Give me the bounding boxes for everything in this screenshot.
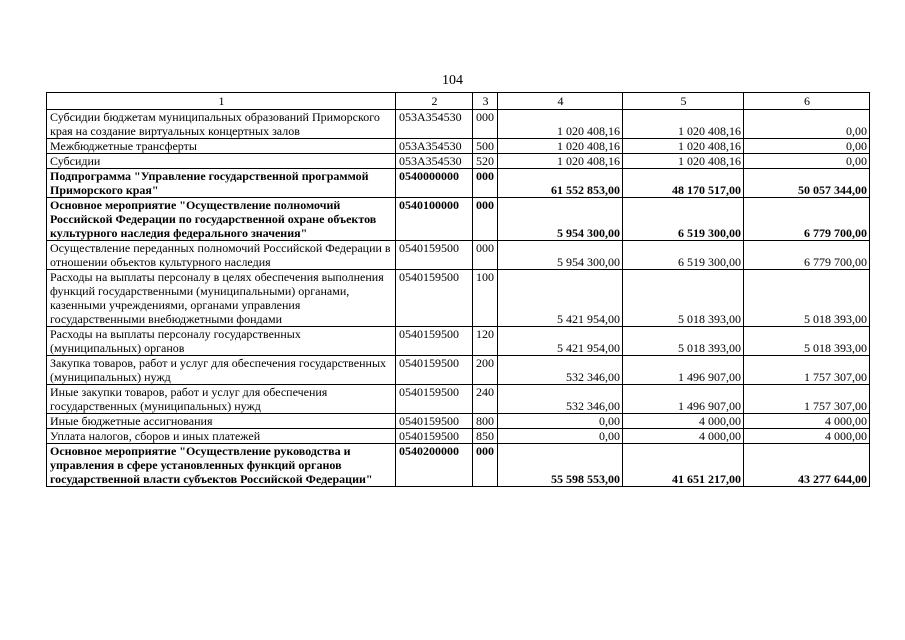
row-value-col5: 1 020 408,16 bbox=[623, 139, 744, 154]
row-name-cell: Иные бюджетные ассигнования bbox=[47, 414, 396, 429]
row-value-col5: 41 651 217,00 bbox=[623, 444, 744, 487]
row-code-cell: 053А354530 bbox=[396, 154, 473, 169]
row-value-col4: 61 552 853,00 bbox=[498, 169, 623, 198]
row-name-cell: Основное мероприятие "Осуществление полномочий Российской Федерации по государственной охране объектов культурного наследия федерального значения" bbox=[47, 198, 396, 241]
row-name-cell: Субсидии bbox=[47, 154, 396, 169]
column-header: 4 bbox=[498, 93, 623, 110]
row-value-col6: 43 277 644,00 bbox=[744, 444, 870, 487]
row-type-cell: 000 bbox=[473, 110, 498, 139]
row-value-col5: 1 496 907,00 bbox=[623, 356, 744, 385]
row-value-col6: 0,00 bbox=[744, 154, 870, 169]
table-row bbox=[47, 110, 870, 139]
row-value-col5: 48 170 517,00 bbox=[623, 169, 744, 198]
row-value-col6: 4 000,00 bbox=[744, 414, 870, 429]
row-value-col4: 5 954 300,00 bbox=[498, 241, 623, 270]
row-type-cell: 240 bbox=[473, 385, 498, 414]
row-code-cell: 0540200000 bbox=[396, 444, 473, 487]
row-type-cell: 200 bbox=[473, 356, 498, 385]
table-row bbox=[47, 169, 870, 198]
row-code-cell: 053А354530 bbox=[396, 139, 473, 154]
row-type-cell: 000 bbox=[473, 241, 498, 270]
row-name-cell: Расходы на выплаты персоналу государственных (муниципальных) органов bbox=[47, 327, 396, 356]
row-value-col4: 5 421 954,00 bbox=[498, 327, 623, 356]
row-value-col4: 532 346,00 bbox=[498, 356, 623, 385]
row-value-col5: 1 020 408,16 bbox=[623, 110, 744, 139]
column-header: 6 bbox=[744, 93, 870, 110]
row-value-col6: 6 779 700,00 bbox=[744, 198, 870, 241]
table-row bbox=[47, 385, 870, 414]
table-row bbox=[47, 198, 870, 241]
row-name-cell: Расходы на выплаты персоналу в целях обеспечения выполнения функций государственными (муниципальными) органами, казенными учреждениями, органами управления государственными внебюджетными фондами bbox=[47, 270, 396, 327]
page-number: 104 bbox=[442, 73, 463, 88]
column-header: 5 bbox=[623, 93, 744, 110]
row-name-cell: Субсидии бюджетам муниципальных образований Приморского края на создание виртуальных концертных залов bbox=[47, 110, 396, 139]
budget-table bbox=[46, 92, 870, 487]
row-type-cell: 100 bbox=[473, 270, 498, 327]
row-value-col6: 1 757 307,00 bbox=[744, 385, 870, 414]
row-code-cell: 053А354530 bbox=[396, 110, 473, 139]
table-header-row bbox=[47, 93, 870, 110]
row-name-cell: Уплата налогов, сборов и иных платежей bbox=[47, 429, 396, 444]
row-value-col4: 532 346,00 bbox=[498, 385, 623, 414]
row-value-col5: 6 519 300,00 bbox=[623, 241, 744, 270]
row-type-cell: 850 bbox=[473, 429, 498, 444]
row-value-col4: 5 954 300,00 bbox=[498, 198, 623, 241]
column-header: 1 bbox=[47, 93, 396, 110]
row-type-cell: 000 bbox=[473, 169, 498, 198]
row-value-col5: 4 000,00 bbox=[623, 414, 744, 429]
row-value-col6: 0,00 bbox=[744, 110, 870, 139]
row-name-cell: Основное мероприятие "Осуществление руководства и управления в сфере установленных функций органов государственной власти субъектов Российской Федерации" bbox=[47, 444, 396, 487]
row-value-col4: 0,00 bbox=[498, 429, 623, 444]
row-code-cell: 0540159500 bbox=[396, 241, 473, 270]
row-type-cell: 500 bbox=[473, 139, 498, 154]
row-value-col5: 6 519 300,00 bbox=[623, 198, 744, 241]
table-row bbox=[47, 414, 870, 429]
row-value-col6: 1 757 307,00 bbox=[744, 356, 870, 385]
row-value-col6: 5 018 393,00 bbox=[744, 270, 870, 327]
row-value-col4: 1 020 408,16 bbox=[498, 139, 623, 154]
table-row bbox=[47, 241, 870, 270]
row-name-cell: Подпрограмма "Управление государственной программой Приморского края" bbox=[47, 169, 396, 198]
row-name-cell: Осуществление переданных полномочий Российской Федерации в отношении объектов культурного наследия bbox=[47, 241, 396, 270]
row-value-col4: 1 020 408,16 bbox=[498, 154, 623, 169]
row-name-cell: Межбюджетные трансферты bbox=[47, 139, 396, 154]
row-value-col6: 5 018 393,00 bbox=[744, 327, 870, 356]
row-type-cell: 000 bbox=[473, 444, 498, 487]
table-row bbox=[47, 429, 870, 444]
row-code-cell: 0540159500 bbox=[396, 327, 473, 356]
row-value-col5: 5 018 393,00 bbox=[623, 327, 744, 356]
row-code-cell: 0540159500 bbox=[396, 270, 473, 327]
row-type-cell: 520 bbox=[473, 154, 498, 169]
row-value-col4: 55 598 553,00 bbox=[498, 444, 623, 487]
table-row bbox=[47, 154, 870, 169]
row-value-col6: 6 779 700,00 bbox=[744, 241, 870, 270]
row-code-cell: 0540159500 bbox=[396, 429, 473, 444]
row-type-cell: 120 bbox=[473, 327, 498, 356]
row-value-col5: 5 018 393,00 bbox=[623, 270, 744, 327]
row-name-cell: Закупка товаров, работ и услуг для обеспечения государственных (муниципальных) нужд bbox=[47, 356, 396, 385]
row-type-cell: 800 bbox=[473, 414, 498, 429]
row-value-col4: 1 020 408,16 bbox=[498, 110, 623, 139]
row-value-col4: 5 421 954,00 bbox=[498, 270, 623, 327]
row-value-col5: 1 496 907,00 bbox=[623, 385, 744, 414]
row-code-cell: 0540159500 bbox=[396, 356, 473, 385]
row-name-cell: Иные закупки товаров, работ и услуг для обеспечения государственных (муниципальных) нужд bbox=[47, 385, 396, 414]
column-header: 3 bbox=[473, 93, 498, 110]
row-value-col5: 1 020 408,16 bbox=[623, 154, 744, 169]
row-value-col6: 50 057 344,00 bbox=[744, 169, 870, 198]
row-code-cell: 0540159500 bbox=[396, 385, 473, 414]
row-value-col5: 4 000,00 bbox=[623, 429, 744, 444]
row-code-cell: 0540159500 bbox=[396, 414, 473, 429]
column-header: 2 bbox=[396, 93, 473, 110]
row-code-cell: 0540100000 bbox=[396, 198, 473, 241]
table-row bbox=[47, 327, 870, 356]
row-type-cell: 000 bbox=[473, 198, 498, 241]
table-row bbox=[47, 356, 870, 385]
row-value-col4: 0,00 bbox=[498, 414, 623, 429]
table-row bbox=[47, 444, 870, 487]
table-row bbox=[47, 139, 870, 154]
row-value-col6: 4 000,00 bbox=[744, 429, 870, 444]
row-value-col6: 0,00 bbox=[744, 139, 870, 154]
row-code-cell: 0540000000 bbox=[396, 169, 473, 198]
table-row bbox=[47, 270, 870, 327]
